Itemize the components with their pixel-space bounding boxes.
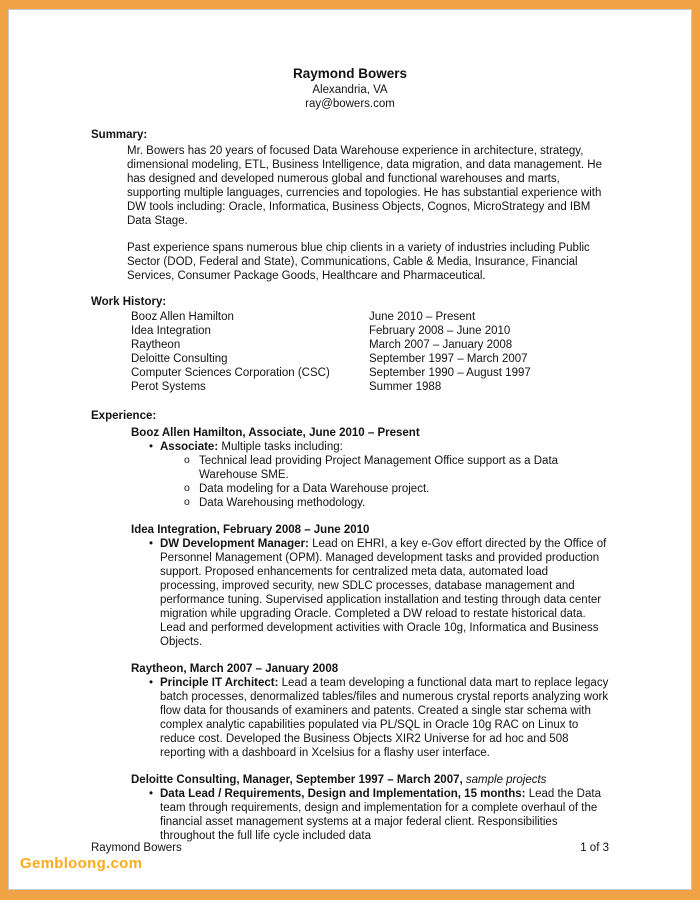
bullet-lead: Data Lead / Requirements, Design and Implementation, 15 months: — [160, 788, 526, 801]
experience-job — [91, 773, 609, 843]
company-name: Raytheon — [131, 338, 181, 351]
company-name: Computer Sciences Corporation (CSC) — [131, 366, 330, 379]
job-title: Booz Allen Hamilton, Associate, June 2010 – Present — [131, 426, 420, 439]
work-history-row — [131, 366, 609, 380]
summary-section — [91, 128, 609, 283]
summary-paragraph: Past experience spans numerous blue chip clients in a variety of industries including Public Sector (DOD, Federal and State), Communications, Cable & Media, Insurance, Financial Services, Consumer Package Goods, Healthcare and Pharmaceutical. — [127, 241, 590, 282]
company-name: Perot Systems — [131, 380, 206, 393]
company-name: Booz Allen Hamilton — [131, 310, 234, 323]
employment-dates: March 2007 – January 2008 — [369, 338, 513, 351]
bullet-item — [149, 676, 609, 760]
job-title — [131, 773, 609, 787]
experience-job — [91, 523, 609, 649]
bullet-body: Lead the Data team through requirements, design and implementation for a complete overhaul of the financial asset management systems at a major federal client. Responsibilities throughout the full life cycle included data — [160, 788, 601, 843]
bullet-item — [149, 440, 609, 454]
work-history-row — [131, 380, 609, 394]
sub-bullet-text: Data Warehousing methodology. — [199, 496, 366, 509]
candidate-location: Alexandria, VA — [312, 84, 388, 97]
work-history-section — [91, 295, 609, 394]
bullet-icon: • — [149, 788, 154, 801]
job-title-main: Deloitte Consulting, Manager, September 1997 – March 2007, — [131, 774, 463, 787]
employment-dates: September 1997 – March 2007 — [369, 352, 528, 365]
bullet-lead: Principle IT Architect: — [160, 677, 279, 690]
bullet-text — [160, 787, 609, 843]
bullet-icon: • — [149, 537, 154, 550]
footer-page-number: 1 of 3 — [580, 841, 609, 854]
page-footer — [91, 841, 609, 855]
resume-page — [8, 9, 692, 890]
sub-bullet-item — [184, 496, 609, 510]
candidate-name: Raymond Bowers — [292, 66, 408, 81]
footer-author: Raymond Bowers — [91, 841, 182, 854]
job-title: Raytheon, March 2007 – January 2008 — [131, 663, 339, 676]
summary-paragraph: Mr. Bowers has 20 years of focused Data Warehouse experience in architecture, strategy, dimensional modeling, ETL, Business Intelligence, data migration, and data management. He has designed and developed numerous global and functional warehouses and marts, supporting multiple languages, currencies and topologies. He has substantial experience with DW tools including: Oracle, Informatica, Business Objects, Cognos, MicroStrategy and IBM Data Stage. — [127, 144, 602, 227]
watermark: Gembloong.com — [20, 855, 143, 872]
sub-bullet-icon: o — [184, 495, 190, 508]
bullet-body: Lead a team developing a functional data mart to replace legacy batch processes, denormalized tables/files and numerous crystal reports analyzing work flow data for thousands of examiners and patents. Created a single star schema with complex analytic capabilities populated via PL/SQL in Oracle 10g RAC on Linux to reduce cost. Developed the Business Objects XIR2 Universe for ad hoc and 508 reporting with a dashboard in Xcelsius for a flashy user interface. — [160, 677, 609, 760]
sub-bullet-icon: o — [184, 453, 190, 466]
bullet-lead: DW Development Manager: — [160, 537, 309, 550]
employment-dates: September 1990 – August 1997 — [369, 366, 531, 379]
work-history-row — [131, 352, 609, 366]
experience-job — [91, 426, 609, 510]
experience-job — [91, 662, 609, 760]
bullet-lead: Associate: — [160, 440, 219, 453]
bullet-body: Lead on EHRI, a key e-Gov effort directed by the Office of Personnel Management (OPM). Managed development tasks and provided production support. Proposed enhancements for centralized meta data, automated load processing, improved security, new SDLC processes, database management and performance tuning. Supervised application installation and testing through data center migration while upgrading Oracle. Completed a DW reload to restate historical data. Lead and performed development activities with Oracle 10g, Informatica and Business Objects. — [160, 537, 607, 648]
resume-header — [91, 66, 609, 112]
bullet-item — [149, 787, 609, 843]
company-name: Idea Integration — [131, 324, 211, 337]
job-title: Idea Integration, February 2008 – June 2010 — [131, 523, 370, 536]
work-history-heading: Work History: — [91, 295, 167, 308]
work-history-row — [131, 324, 609, 338]
bullet-text — [160, 676, 609, 760]
experience-heading: Experience: — [91, 409, 157, 422]
work-history-row — [131, 338, 609, 352]
employment-dates: June 2010 – Present — [369, 310, 476, 323]
work-history-row — [131, 310, 609, 324]
sub-bullet-item — [184, 482, 609, 496]
bullet-text — [160, 537, 609, 649]
employment-dates: February 2008 – June 2010 — [369, 324, 511, 337]
employment-dates: Summer 1988 — [369, 380, 442, 393]
bullet-body: Multiple tasks including: — [218, 440, 343, 453]
sub-bullet-text: Technical lead providing Project Management Office support as a Data Warehouse SME. — [199, 454, 559, 481]
experience-section — [91, 409, 609, 843]
candidate-email: ray@bowers.com — [305, 98, 395, 111]
bullet-icon: • — [149, 677, 154, 690]
bullet-item — [149, 537, 609, 649]
job-title-note: sample projects — [462, 774, 547, 787]
sub-bullet-item — [184, 454, 609, 482]
sub-bullet-text: Data modeling for a Data Warehouse project. — [199, 482, 430, 495]
company-name: Deloitte Consulting — [131, 352, 228, 365]
sub-bullet-icon: o — [184, 481, 190, 494]
bullet-text — [160, 440, 343, 454]
summary-heading: Summary: — [91, 128, 148, 141]
bullet-icon: • — [149, 440, 154, 453]
